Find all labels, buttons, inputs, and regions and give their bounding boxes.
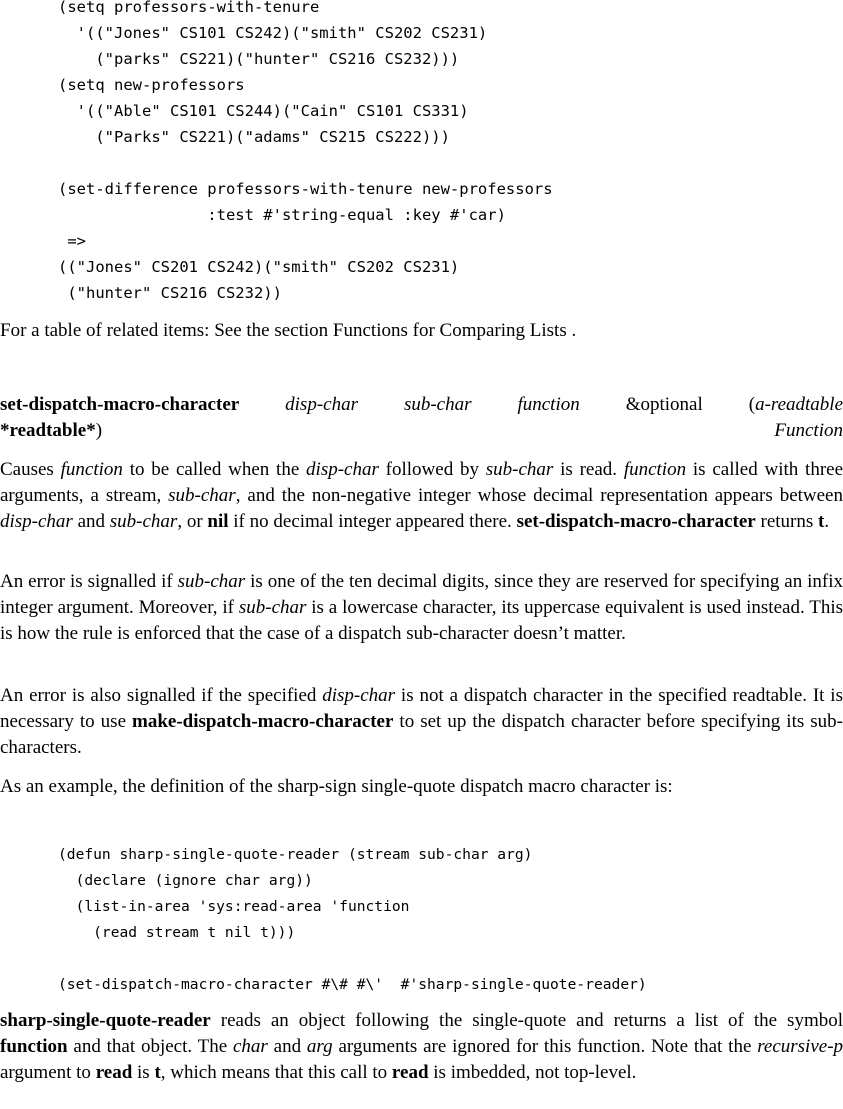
code-line: '(("Jones" CS101 CS242)("smith" CS202 CS231) [58,24,488,42]
optional-keyword: &optional [625,394,703,415]
code-line: (setq professors-with-tenure [58,0,320,16]
code-line: (list-in-area 'sys:read-area 'function [58,898,410,915]
code-block-sharp-quote-example [58,842,647,998]
code-line: (declare (ignore char arg)) [58,872,313,889]
optional-default: *readtable* [0,420,96,441]
paragraph-reader-explanation: sharp-single-quote-reader reads an object following the single-quote and returns a list of the symbol function and that object. The char and arg arguments are ignored for this function. Note that the recursive-p argument to read is t, which means that this call to read is imbedded, not top-level. [0,1010,843,1083]
see-also-line: For a table of related items: See the section Functions for Comparing Lists . [0,320,577,341]
function-entry-header: set-dispatch-macro-character disp-char sub-char function &optional (a-readtable *readtable*) Function [0,392,843,444]
paragraph-example-intro: As an example, the definition of the sharp-sign single-quote dispatch macro character is: [0,776,673,797]
code-line: (setq new-professors [58,76,245,94]
code-line: => [58,232,86,250]
paragraph-description: Causes function to be called when the disp-char followed by sub-char is read. function is called with three arguments, a stream, sub-char, and the non-negative integer whose decimal representation appears between disp-char and sub-char, or nil if no decimal integer appeared there. set-dispatch-macro-character returns t. [0,459,843,532]
function-name: set-dispatch-macro-character [0,394,240,415]
code-block-set-difference-example [58,0,553,306]
code-line: ("parks" CS221)("hunter" CS216 CS232))) [58,50,460,68]
code-line: (("Jones" CS201 CS242)("smith" CS202 CS231) [58,258,460,276]
paragraph-error-digits: An error is signalled if sub-char is one of the ten decimal digits, since they are reserved for specifying an infix integer argument. Moreover, if sub-char is a lowercase character, its uppercase equivalent is used instead. This is how the rule is enforced that the case of a dispatch sub-character doesn’t matter. [0,571,843,644]
code-line: (set-difference professors-with-tenure new-professors [58,180,553,198]
code-line: (set-dispatch-macro-character #\# #\' #'sharp-single-quote-reader) [58,976,647,993]
entry-kind: Function [774,420,843,441]
code-line: '(("Able" CS101 CS244)("Cain" CS101 CS331) [58,102,469,120]
code-line: :test #'string-equal :key #'car) [58,206,506,224]
code-line: (defun sharp-single-quote-reader (stream sub-char arg) [58,846,533,863]
code-line: (read stream t nil t))) [58,924,296,941]
function-args: disp-char sub-char function [285,394,580,415]
optional-arg: a-readtable [755,394,843,415]
code-line: ("hunter" CS216 CS232)) [58,284,282,302]
see-also-link[interactable]: Functions for Comparing Lists [332,320,567,341]
paragraph-error-dispatch: An error is also signalled if the specified disp-char is not a dispatch character in the specified readtable. It is necessary to use make-dispatch-macro-character to set up the dispatch character before specifying its sub-characters. [0,685,843,758]
code-line: ("Parks" CS221)("adams" CS215 CS222))) [58,128,450,146]
